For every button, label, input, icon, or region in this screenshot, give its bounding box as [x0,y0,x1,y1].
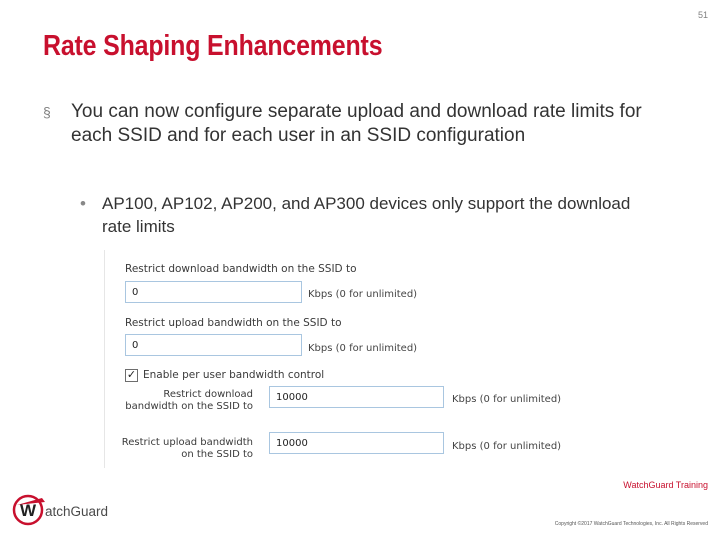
sub-bullet-text: AP100, AP102, AP200, and AP300 devices only support the download rate limits [102,194,631,236]
bullet-marker: § [43,104,51,120]
bullet-text: You can now configure separate upload and download rate limits for each SSID and for each user in an SSID configuration [71,101,642,146]
download-limit-input[interactable]: 0 [125,281,302,303]
footer-training: WatchGuard Training [623,480,708,490]
footer-copyright: Copyright ©2017 WatchGuard Technologies, Inc. All Rights Reserved [554,521,708,527]
settings-screenshot [104,250,585,468]
user-upload-label [113,437,253,461]
upload-limit-label: Restrict upload bandwidth on the SSID to [125,317,342,329]
checkmark-icon: ✓ [126,368,137,381]
upload-limit-input[interactable]: 0 [125,334,302,356]
user-download-label-line1: Restrict download [163,389,253,400]
slide-number: 51 [697,10,708,20]
user-upload-unit: Kbps (0 for unlimited) [452,441,562,452]
per-user-checkbox-label: Enable per user bandwidth control [143,369,325,381]
watchguard-logo [12,493,132,527]
user-upload-input[interactable]: 10000 [269,432,444,454]
per-user-checkbox[interactable] [125,369,138,382]
download-limit-label: Restrict download bandwidth on the SSID to [125,263,357,274]
bullet-level2 [80,192,660,238]
user-upload-label-line1: Restrict upload bandwidth [121,437,253,448]
logo-wordmark: atchGuard [45,504,109,519]
slide-title: Rate Shaping Enhancements [43,30,383,62]
bullet-level1 [43,100,663,148]
user-download-label-line2: bandwidth on the SSID to [125,401,253,412]
sub-bullet-marker: • [80,194,86,213]
logo-w-glyph: W [19,501,37,520]
user-download-input[interactable]: 10000 [269,386,444,408]
download-limit-unit: Kbps (0 for unlimited) [308,289,418,300]
user-download-unit: Kbps (0 for unlimited) [452,394,562,405]
user-download-label [113,389,253,413]
user-upload-label-line2: on the SSID to [181,449,253,460]
upload-limit-unit: Kbps (0 for unlimited) [308,343,418,354]
